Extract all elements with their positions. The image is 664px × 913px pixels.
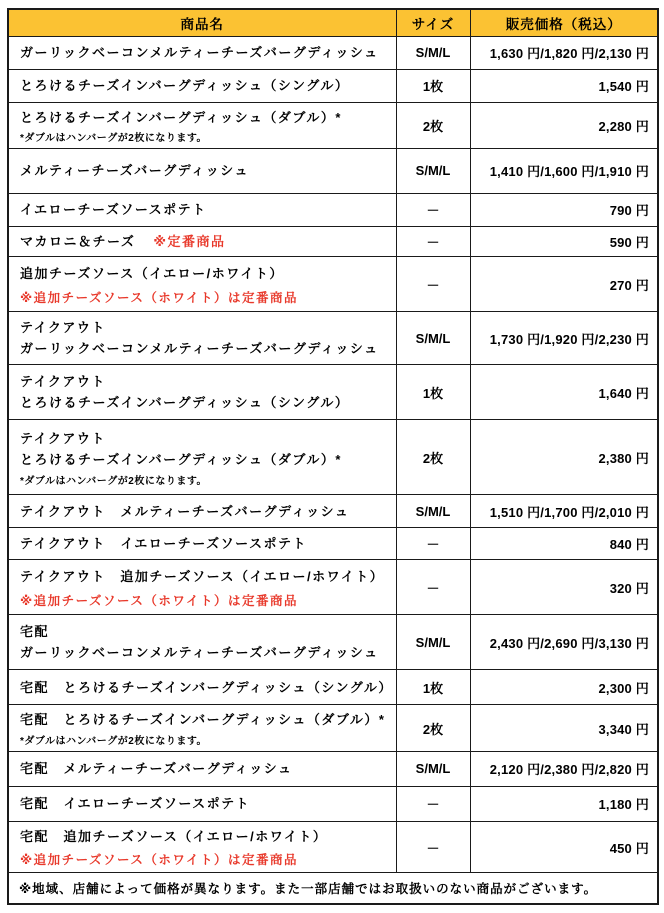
standard-item-note: ※追加チーズソース（ホワイト）は定番商品 xyxy=(20,290,299,305)
standard-item-inline-note: ※定番商品 xyxy=(153,233,226,249)
product-name-line: テイクアウト xyxy=(20,373,106,389)
table-row xyxy=(8,226,658,256)
product-name-cell xyxy=(8,560,396,615)
product-sub-note: *ダブルはハンバーグが2枚になります。 xyxy=(20,735,208,747)
size-cell: － xyxy=(396,560,470,615)
price-cell: 320 円 xyxy=(470,560,658,615)
column-header-size: サイズ xyxy=(396,9,470,36)
product-name-line: ガーリックベーコンメルティーチーズバーグディッシュ xyxy=(20,44,379,60)
product-name-line: マカロニ＆チーズ ※定番商品 xyxy=(20,233,226,249)
price-cell: 790 円 xyxy=(470,193,658,226)
price-cell: 1,630 円/1,820 円/2,130 円 xyxy=(470,36,658,69)
product-name-line: 宅配 とろけるチーズインバーグディッシュ（シングル） xyxy=(20,679,393,695)
product-name-cell xyxy=(8,528,396,560)
size-cell: S/M/L xyxy=(396,36,470,69)
price-cell: 1,730 円/1,920 円/2,230 円 xyxy=(470,312,658,365)
product-name-line: 宅配 追加チーズソース（イエロー/ホワイト） xyxy=(20,828,328,844)
product-name-line: 宅配 とろけるチーズインバーグディッシュ（ダブル）* xyxy=(20,712,386,728)
product-name-cell xyxy=(8,69,396,102)
table-row xyxy=(8,193,658,226)
footnote-row xyxy=(8,873,658,905)
size-cell: － xyxy=(396,226,470,256)
product-name-cell xyxy=(8,420,396,495)
price-cell: 1,180 円 xyxy=(470,786,658,821)
price-cell: 450 円 xyxy=(470,821,658,872)
table-row xyxy=(8,420,658,495)
table-footnote: ※地域、店舗によって価格が異なります。また一部店舗ではお取扱いのない商品がございます。 xyxy=(8,873,658,905)
product-name-line: メルティーチーズバーグディッシュ xyxy=(20,163,250,179)
size-cell: 2枚 xyxy=(396,420,470,495)
table-row xyxy=(8,102,658,148)
table-row xyxy=(8,312,658,365)
product-name-cell xyxy=(8,670,396,705)
table-row xyxy=(8,528,658,560)
product-name-cell xyxy=(8,148,396,193)
product-name-cell xyxy=(8,786,396,821)
price-table-footer xyxy=(8,873,658,905)
size-cell: S/M/L xyxy=(396,615,470,670)
column-header-price: 販売価格（税込） xyxy=(470,9,658,36)
product-name-cell xyxy=(8,36,396,69)
product-sub-note: *ダブルはハンバーグが2枚になります。 xyxy=(20,132,208,144)
table-row xyxy=(8,69,658,102)
table-row xyxy=(8,365,658,420)
price-table-body xyxy=(8,36,658,873)
table-row xyxy=(8,495,658,528)
product-sub-note: *ダブルはハンバーグが2枚になります。 xyxy=(20,475,208,487)
size-cell: 1枚 xyxy=(396,365,470,420)
product-name-cell xyxy=(8,102,396,148)
price-cell: 2,280 円 xyxy=(470,102,658,148)
table-row xyxy=(8,670,658,705)
product-name-line: イエローチーズソースポテト xyxy=(20,202,207,218)
product-name-line: とろけるチーズインバーグディッシュ（ダブル）* xyxy=(20,109,342,125)
price-table-header xyxy=(8,9,658,36)
size-cell: 2枚 xyxy=(396,705,470,751)
price-cell: 1,410 円/1,600 円/1,910 円 xyxy=(470,148,658,193)
product-name-cell xyxy=(8,821,396,872)
price-cell: 1,640 円 xyxy=(470,365,658,420)
column-header-product-name: 商品名 xyxy=(8,9,396,36)
table-row xyxy=(8,705,658,751)
product-name-cell xyxy=(8,751,396,786)
table-row xyxy=(8,615,658,670)
table-row xyxy=(8,560,658,615)
price-cell: 1,540 円 xyxy=(470,69,658,102)
price-cell: 840 円 xyxy=(470,528,658,560)
price-cell: 2,300 円 xyxy=(470,670,658,705)
table-row xyxy=(8,257,658,312)
product-name-line: とろけるチーズインバーグディッシュ（シングル） xyxy=(20,77,350,93)
price-cell: 590 円 xyxy=(470,226,658,256)
product-name-line: 宅配 xyxy=(20,623,50,639)
product-name-cell xyxy=(8,226,396,256)
table-row xyxy=(8,821,658,872)
price-cell: 2,430 円/2,690 円/3,130 円 xyxy=(470,615,658,670)
table-row xyxy=(8,751,658,786)
standard-item-note: ※追加チーズソース（ホワイト）は定番商品 xyxy=(20,853,299,868)
size-cell: － xyxy=(396,786,470,821)
size-cell: 2枚 xyxy=(396,102,470,148)
size-cell: 1枚 xyxy=(396,69,470,102)
size-cell: S/M/L xyxy=(396,751,470,786)
product-name-cell xyxy=(8,257,396,312)
table-row xyxy=(8,148,658,193)
size-cell: － xyxy=(396,193,470,226)
product-name-cell xyxy=(8,615,396,670)
size-cell: － xyxy=(396,528,470,560)
price-cell: 3,340 円 xyxy=(470,705,658,751)
product-name-line: とろけるチーズインバーグディッシュ（ダブル）* xyxy=(20,452,342,468)
header-row xyxy=(8,9,658,36)
size-cell: S/M/L xyxy=(396,495,470,528)
product-name-line: ガーリックベーコンメルティーチーズバーグディッシュ xyxy=(20,341,379,357)
product-name-line: 宅配 メルティーチーズバーグディッシュ xyxy=(20,761,293,777)
product-name-cell xyxy=(8,193,396,226)
price-table xyxy=(7,8,659,905)
size-cell: 1枚 xyxy=(396,670,470,705)
product-name-line: ガーリックベーコンメルティーチーズバーグディッシュ xyxy=(20,645,379,661)
product-name-line: テイクアウト xyxy=(20,430,106,446)
price-cell: 2,380 円 xyxy=(470,420,658,495)
standard-item-note: ※追加チーズソース（ホワイト）は定番商品 xyxy=(20,593,299,608)
product-name-cell xyxy=(8,312,396,365)
product-name-cell xyxy=(8,365,396,420)
size-cell: S/M/L xyxy=(396,148,470,193)
table-row xyxy=(8,786,658,821)
table-row xyxy=(8,36,658,69)
size-cell: S/M/L xyxy=(396,312,470,365)
product-name-line: 宅配 イエローチーズソースポテト xyxy=(20,796,251,812)
product-name-line: テイクアウト メルティーチーズバーグディッシュ xyxy=(20,503,350,519)
size-cell: － xyxy=(396,257,470,312)
product-name-line: 追加チーズソース（イエロー/ホワイト） xyxy=(20,266,284,282)
product-name-cell xyxy=(8,705,396,751)
product-name-line: テイクアウト 追加チーズソース（イエロー/ホワイト） xyxy=(20,569,385,585)
product-name-line: テイクアウト イエローチーズソースポテト xyxy=(20,536,308,552)
size-cell: － xyxy=(396,821,470,872)
price-cell: 1,510 円/1,700 円/2,010 円 xyxy=(470,495,658,528)
price-cell: 270 円 xyxy=(470,257,658,312)
product-name-line: とろけるチーズインバーグディッシュ（シングル） xyxy=(20,395,350,411)
price-cell: 2,120 円/2,380 円/2,820 円 xyxy=(470,751,658,786)
product-name-line: テイクアウト xyxy=(20,319,106,335)
product-name-cell xyxy=(8,495,396,528)
